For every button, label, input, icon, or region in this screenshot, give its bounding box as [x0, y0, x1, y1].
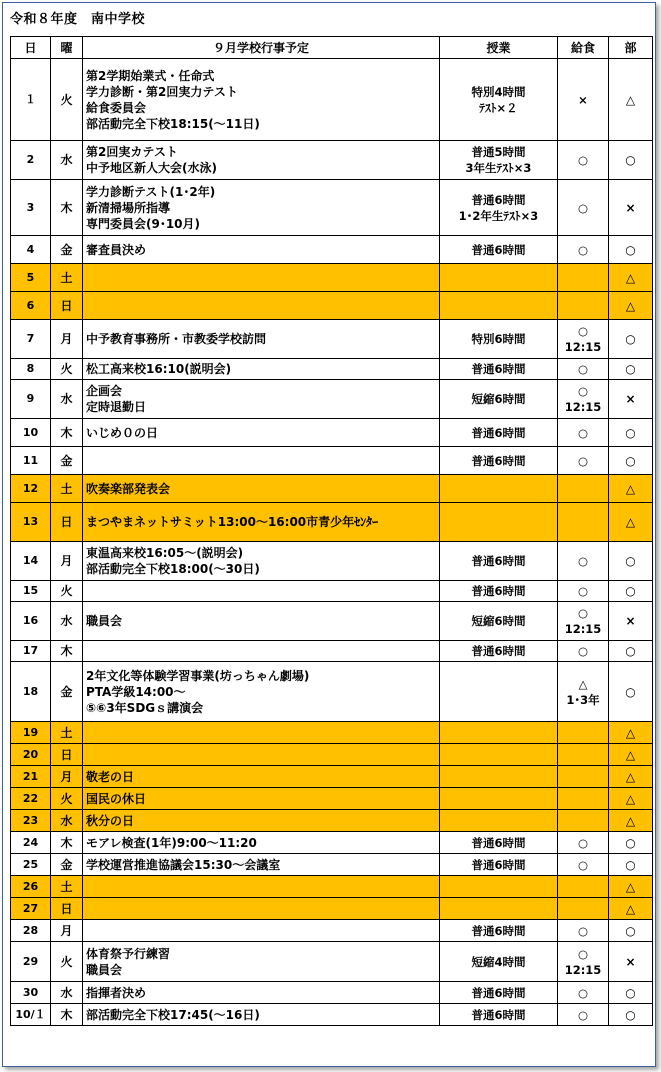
classes-cell: 普通6時間 1･2年生ﾃｽﾄ×3 — [440, 180, 558, 236]
table-row — [11, 542, 653, 581]
classes-cell — [440, 503, 558, 542]
table-row — [11, 581, 653, 602]
classes-cell — [440, 662, 558, 722]
table-row — [11, 942, 653, 982]
day-cell: 18 — [11, 662, 51, 722]
weekday-cell: 月 — [51, 320, 83, 359]
event-cell: 秋分の日 — [83, 810, 440, 832]
event-cell: 東温高来校16:05～(説明会) 部活動完全下校18:00(～30日) — [83, 542, 440, 581]
table-row — [11, 236, 653, 264]
event-cell: 職員会 — [83, 602, 440, 641]
day-cell: 3 — [11, 180, 51, 236]
weekday-cell: 水 — [51, 602, 83, 641]
classes-cell: 普通6時間 — [440, 854, 558, 876]
lunch-cell — [558, 788, 609, 810]
club-cell: △ — [609, 876, 653, 898]
table-row — [11, 320, 653, 359]
club-cell: ○ — [609, 419, 653, 447]
event-cell: モアレ検査(1年)9:00～11:20 — [83, 832, 440, 854]
classes-cell: 普通6時間 — [440, 920, 558, 942]
club-cell: ○ — [609, 982, 653, 1004]
lunch-cell: ○ — [558, 982, 609, 1004]
table-row — [11, 59, 653, 141]
lunch-cell: ○ 12:15 — [558, 942, 609, 982]
classes-cell: 普通6時間 — [440, 982, 558, 1004]
table-row — [11, 982, 653, 1004]
day-cell: 15 — [11, 581, 51, 602]
club-cell: ○ — [609, 854, 653, 876]
lunch-cell: ○ — [558, 920, 609, 942]
club-cell: × — [609, 602, 653, 641]
weekday-cell: 月 — [51, 542, 83, 581]
weekday-cell: 土 — [51, 475, 83, 503]
lunch-cell — [558, 766, 609, 788]
header-event: ９月学校行事予定 — [83, 37, 440, 59]
table-row — [11, 503, 653, 542]
document-title: 令和８年度 南中学校 — [10, 12, 146, 27]
classes-cell: 普通6時間 — [440, 236, 558, 264]
club-cell: × — [609, 180, 653, 236]
day-cell: 9 — [11, 380, 51, 419]
classes-cell: 普通6時間 — [440, 832, 558, 854]
event-cell: 指揮者決め — [83, 982, 440, 1004]
classes-cell: 普通6時間 — [440, 1004, 558, 1026]
event-cell — [83, 744, 440, 766]
schedule-table — [10, 36, 653, 1026]
event-cell — [83, 920, 440, 942]
classes-cell: 普通5時間 3年生ﾃｽﾄ×3 — [440, 141, 558, 180]
classes-cell — [440, 898, 558, 920]
event-cell: 中予教育事務所・市教委学校訪問 — [83, 320, 440, 359]
club-cell: ○ — [609, 920, 653, 942]
weekday-cell: 日 — [51, 744, 83, 766]
classes-cell — [440, 264, 558, 292]
day-cell: 29 — [11, 942, 51, 982]
weekday-cell: 木 — [51, 180, 83, 236]
lunch-cell: ○ 12:15 — [558, 380, 609, 419]
classes-cell — [440, 810, 558, 832]
day-cell: 20 — [11, 744, 51, 766]
classes-cell: 特別6時間 — [440, 320, 558, 359]
day-cell: 17 — [11, 641, 51, 662]
weekday-cell: 金 — [51, 447, 83, 475]
day-cell: 12 — [11, 475, 51, 503]
day-cell: 14 — [11, 542, 51, 581]
table-row — [11, 832, 653, 854]
lunch-cell: ○ — [558, 1004, 609, 1026]
lunch-cell — [558, 264, 609, 292]
day-cell: 28 — [11, 920, 51, 942]
lunch-cell: ○ — [558, 542, 609, 581]
classes-cell — [440, 744, 558, 766]
day-cell: 19 — [11, 722, 51, 744]
classes-cell: 短縮4時間 — [440, 942, 558, 982]
event-cell — [83, 447, 440, 475]
day-cell: 16 — [11, 602, 51, 641]
event-cell: 松工高来校16:10(説明会) — [83, 359, 440, 380]
event-cell: 敬老の日 — [83, 766, 440, 788]
club-cell: ○ — [609, 581, 653, 602]
club-cell: × — [609, 380, 653, 419]
club-cell: ○ — [609, 236, 653, 264]
weekday-cell: 日 — [51, 898, 83, 920]
day-cell: 7 — [11, 320, 51, 359]
day-cell: 2 — [11, 141, 51, 180]
day-cell: 27 — [11, 898, 51, 920]
club-cell: ○ — [609, 1004, 653, 1026]
club-cell: ○ — [609, 141, 653, 180]
classes-cell: 普通6時間 — [440, 581, 558, 602]
weekday-cell: 水 — [51, 141, 83, 180]
lunch-cell: ○ — [558, 236, 609, 264]
club-cell: ○ — [609, 447, 653, 475]
event-cell — [83, 581, 440, 602]
day-cell: 23 — [11, 810, 51, 832]
club-cell: △ — [609, 744, 653, 766]
event-cell: 企画会 定時退勤日 — [83, 380, 440, 419]
day-cell: 25 — [11, 854, 51, 876]
day-cell: 11 — [11, 447, 51, 475]
weekday-cell: 火 — [51, 59, 83, 141]
header-classes: 授業 — [440, 37, 558, 59]
classes-cell — [440, 876, 558, 898]
lunch-cell — [558, 876, 609, 898]
table-row — [11, 898, 653, 920]
table-row — [11, 662, 653, 722]
lunch-cell — [558, 475, 609, 503]
classes-cell: 普通6時間 — [440, 447, 558, 475]
club-cell: ○ — [609, 359, 653, 380]
weekday-cell: 金 — [51, 236, 83, 264]
event-cell: 吹奏楽部発表会 — [83, 475, 440, 503]
weekday-cell: 月 — [51, 766, 83, 788]
weekday-cell: 水 — [51, 380, 83, 419]
lunch-cell: ○ 12:15 — [558, 320, 609, 359]
weekday-cell: 金 — [51, 662, 83, 722]
event-cell: 第2学期始業式・任命式 学力診断・第2回実力テスト 給食委員会 部活動完全下校18:15(～11日) — [83, 59, 440, 141]
event-cell — [83, 264, 440, 292]
event-cell: 第2回実カテスト 中予地区新人大会(水泳) — [83, 141, 440, 180]
lunch-cell — [558, 292, 609, 320]
event-cell — [83, 898, 440, 920]
table-row — [11, 722, 653, 744]
table-row — [11, 141, 653, 180]
table-row — [11, 920, 653, 942]
lunch-cell — [558, 810, 609, 832]
lunch-cell — [558, 744, 609, 766]
event-cell — [83, 641, 440, 662]
club-cell: ○ — [609, 641, 653, 662]
table-row — [11, 744, 653, 766]
weekday-cell: 火 — [51, 581, 83, 602]
classes-cell: 普通6時間 — [440, 359, 558, 380]
event-cell: まつやまネットサミット13:00～16:00市青少年ｾﾝﾀｰ — [83, 503, 440, 542]
weekday-cell: 日 — [51, 503, 83, 542]
weekday-cell: 木 — [51, 1004, 83, 1026]
day-cell: 26 — [11, 876, 51, 898]
club-cell: △ — [609, 722, 653, 744]
weekday-cell: 火 — [51, 788, 83, 810]
weekday-cell: 木 — [51, 641, 83, 662]
day-cell: 5 — [11, 264, 51, 292]
lunch-cell — [558, 503, 609, 542]
table-row — [11, 854, 653, 876]
table-row — [11, 810, 653, 832]
classes-cell — [440, 722, 558, 744]
day-cell: 4 — [11, 236, 51, 264]
day-cell: 10 — [11, 419, 51, 447]
lunch-cell: ○ — [558, 447, 609, 475]
weekday-cell: 日 — [51, 292, 83, 320]
lunch-cell: ○ — [558, 854, 609, 876]
header-club: 部 — [609, 37, 653, 59]
club-cell: ○ — [609, 832, 653, 854]
day-cell: １ — [11, 59, 51, 141]
lunch-cell — [558, 898, 609, 920]
weekday-cell: 土 — [51, 722, 83, 744]
table-row — [11, 876, 653, 898]
header-day: 日 — [11, 37, 51, 59]
table-row — [11, 447, 653, 475]
classes-cell — [440, 475, 558, 503]
table-row — [11, 788, 653, 810]
table-row — [11, 475, 653, 503]
day-cell: 13 — [11, 503, 51, 542]
weekday-cell: 土 — [51, 876, 83, 898]
table-row — [11, 292, 653, 320]
weekday-cell: 水 — [51, 982, 83, 1004]
event-cell: いじめ０の日 — [83, 419, 440, 447]
day-cell: 22 — [11, 788, 51, 810]
club-cell: ○ — [609, 320, 653, 359]
club-cell: △ — [609, 59, 653, 141]
lunch-cell: ○ — [558, 419, 609, 447]
classes-cell: 普通6時間 — [440, 419, 558, 447]
club-cell: △ — [609, 788, 653, 810]
event-cell: 体育祭予行練習 職員会 — [83, 942, 440, 982]
club-cell: △ — [609, 898, 653, 920]
table-row — [11, 1004, 653, 1026]
table-row — [11, 419, 653, 447]
event-cell — [83, 876, 440, 898]
event-cell: 部活動完全下校17:45(～16日) — [83, 1004, 440, 1026]
table-row — [11, 180, 653, 236]
day-cell: 24 — [11, 832, 51, 854]
table-row — [11, 766, 653, 788]
classes-cell: 短縮6時間 — [440, 380, 558, 419]
classes-cell: 特別4時間 ﾃｽﾄ×２ — [440, 59, 558, 141]
event-cell: 国民の休日 — [83, 788, 440, 810]
weekday-cell: 火 — [51, 942, 83, 982]
club-cell: ○ — [609, 662, 653, 722]
event-cell: 審査員決め — [83, 236, 440, 264]
day-cell: 8 — [11, 359, 51, 380]
header-weekday: 曜 — [51, 37, 83, 59]
table-row — [11, 264, 653, 292]
weekday-cell: 木 — [51, 832, 83, 854]
header-lunch: 給食 — [558, 37, 609, 59]
table-row — [11, 602, 653, 641]
table-row — [11, 380, 653, 419]
lunch-cell: ○ — [558, 581, 609, 602]
club-cell: ○ — [609, 542, 653, 581]
club-cell: △ — [609, 264, 653, 292]
classes-cell: 普通6時間 — [440, 641, 558, 662]
table-row — [11, 359, 653, 380]
lunch-cell: × — [558, 59, 609, 141]
event-cell: 学力診断テスト(1･2年) 新清掃場所指導 専門委員会(9･10月) — [83, 180, 440, 236]
event-cell — [83, 292, 440, 320]
club-cell: × — [609, 942, 653, 982]
weekday-cell: 火 — [51, 359, 83, 380]
lunch-cell: △ 1･3年 — [558, 662, 609, 722]
lunch-cell: ○ 12:15 — [558, 602, 609, 641]
weekday-cell: 金 — [51, 854, 83, 876]
lunch-cell: ○ — [558, 832, 609, 854]
weekday-cell: 月 — [51, 920, 83, 942]
day-cell: 21 — [11, 766, 51, 788]
day-cell: 6 — [11, 292, 51, 320]
day-cell: 10/１ — [11, 1004, 51, 1026]
table-row — [11, 641, 653, 662]
day-cell: 30 — [11, 982, 51, 1004]
classes-cell — [440, 788, 558, 810]
lunch-cell: ○ — [558, 359, 609, 380]
weekday-cell: 水 — [51, 810, 83, 832]
club-cell: △ — [609, 475, 653, 503]
classes-cell — [440, 292, 558, 320]
club-cell: △ — [609, 292, 653, 320]
header-row — [11, 37, 653, 59]
event-cell: 2年文化等体験学習事業(坊っちゃん劇場) PTA学級14:00～ ⑤⑥3年SDGｓ講演会 — [83, 662, 440, 722]
weekday-cell: 土 — [51, 264, 83, 292]
lunch-cell: ○ — [558, 641, 609, 662]
classes-cell — [440, 766, 558, 788]
lunch-cell — [558, 722, 609, 744]
event-cell — [83, 722, 440, 744]
club-cell: △ — [609, 766, 653, 788]
club-cell: △ — [609, 503, 653, 542]
classes-cell: 普通6時間 — [440, 542, 558, 581]
lunch-cell: ○ — [558, 180, 609, 236]
weekday-cell: 木 — [51, 419, 83, 447]
event-cell: 学校運営推進協議会15:30～会議室 — [83, 854, 440, 876]
classes-cell: 短縮6時間 — [440, 602, 558, 641]
lunch-cell: ○ — [558, 141, 609, 180]
club-cell: △ — [609, 810, 653, 832]
